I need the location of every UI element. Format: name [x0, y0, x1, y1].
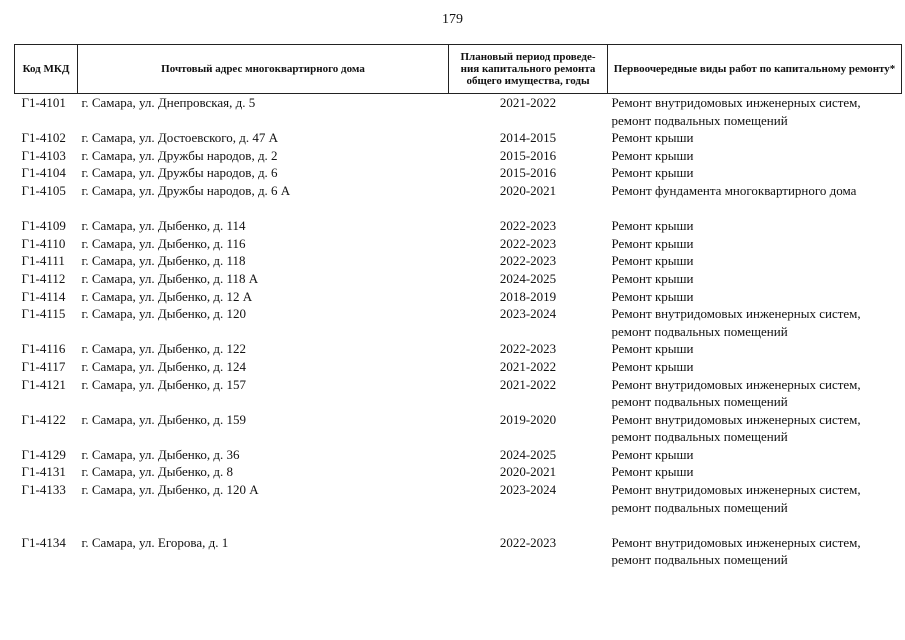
cell-code: Г1-4101 — [21, 95, 66, 110]
cell-period: 2022-2023 — [499, 235, 557, 251]
cell-work — [608, 376, 902, 411]
cell-work — [608, 411, 902, 446]
cell-code: Г1-4109 — [21, 218, 66, 234]
cell-address: г. Самара, ул. Дыбенко, д. 116 — [81, 235, 246, 251]
work-line-continued: ремонт подвальных помещений — [611, 499, 788, 515]
cell-work — [608, 270, 902, 288]
cell-work — [608, 182, 902, 200]
cell-address: г. Самара, ул. Достоевского, д. 47 А — [81, 130, 279, 146]
cell-code: Г1-4112 — [21, 270, 66, 286]
cell-period: 2018-2019 — [499, 288, 557, 304]
table-row — [15, 147, 902, 165]
cell-code: Г1-4129 — [21, 446, 66, 462]
header-row — [15, 45, 902, 94]
cell-code: Г1-4131 — [21, 464, 66, 480]
cell-work — [608, 305, 902, 340]
cell-code: Г1-4104 — [21, 165, 66, 181]
spacer-row — [15, 200, 902, 218]
cell-address: г. Самара, ул. Егорова, д. 1 — [81, 534, 229, 550]
cell-work — [608, 147, 902, 165]
table-row — [15, 235, 902, 253]
table-row — [15, 288, 902, 306]
work-line: Ремонт внутридомовых инженерных систем, — [611, 411, 861, 427]
work-line-continued: ремонт подвальных помещений — [611, 429, 788, 445]
work-line: Ремонт крыши — [611, 270, 694, 286]
work-line: Ремонт крыши — [611, 358, 694, 374]
cell-work — [608, 217, 902, 235]
cell-work — [608, 288, 902, 306]
spacer-cell — [15, 200, 902, 218]
cell-work — [608, 446, 902, 464]
cell-address: г. Самара, ул. Дыбенко, д. 114 — [81, 218, 246, 234]
work-line: Ремонт крыши — [611, 288, 694, 304]
work-line: Ремонт крыши — [611, 165, 694, 181]
cell-address: г. Самара, ул. Дыбенко, д. 118 — [81, 253, 246, 269]
cell-address: г. Самара, ул. Дыбенко, д. 159 — [81, 411, 246, 427]
cell-period: 2021-2022 — [499, 358, 557, 374]
cell-period: 2022-2023 — [499, 341, 557, 357]
work-line: Ремонт фундамента многоквартирного дома — [611, 182, 857, 198]
work-line-continued: ремонт подвальных помещений — [611, 112, 788, 128]
work-line: Ремонт крыши — [611, 235, 694, 251]
header-work: Первоочередные виды работ по капитальному ремонту* — [608, 45, 902, 94]
work-line: Ремонт внутридомовых инженерных систем, — [611, 95, 861, 110]
header-code: Код МКД — [15, 45, 78, 94]
table-row — [15, 217, 902, 235]
table-row — [15, 252, 902, 270]
table-row — [15, 129, 902, 147]
cell-work — [608, 164, 902, 182]
cell-period: 2021-2022 — [499, 376, 557, 392]
work-line: Ремонт крыши — [611, 464, 694, 480]
table-row — [15, 305, 902, 340]
cell-period: 2020-2021 — [499, 182, 557, 198]
cell-period: 2015-2016 — [499, 147, 557, 163]
table-row — [15, 182, 902, 200]
cell-period: 2022-2023 — [499, 253, 557, 269]
cell-period: 2014-2015 — [499, 130, 557, 146]
cell-period: 2015-2016 — [499, 165, 557, 181]
cell-code: Г1-4102 — [21, 130, 66, 146]
cell-period: 2020-2021 — [499, 464, 557, 480]
cell-period: 2024-2025 — [499, 446, 557, 462]
cell-work — [608, 534, 902, 569]
cell-address: г. Самара, ул. Днепровская, д. 5 — [81, 95, 256, 110]
cell-code: Г1-4117 — [21, 358, 66, 374]
work-line: Ремонт крыши — [611, 341, 694, 357]
cell-code: Г1-4115 — [21, 306, 66, 322]
cell-work — [608, 252, 902, 270]
table-row — [15, 463, 902, 481]
work-line-continued: ремонт подвальных помещений — [611, 323, 788, 339]
work-line: Ремонт внутридомовых инженерных систем, — [611, 534, 861, 550]
cell-period: 2023-2024 — [499, 482, 557, 498]
header-period: Плановый период проведе-ния капитального ремонта общего имущества, годы — [449, 45, 608, 94]
work-line: Ремонт крыши — [611, 218, 694, 234]
cell-address: г. Самара, ул. Дружбы народов, д. 6 А — [81, 182, 291, 198]
cell-address: г. Самара, ул. Дыбенко, д. 157 — [81, 376, 246, 392]
cell-code: Г1-4122 — [21, 411, 66, 427]
cell-code: Г1-4103 — [21, 147, 66, 163]
table-row — [15, 270, 902, 288]
capital-repair-table — [14, 44, 902, 569]
cell-code: Г1-4134 — [21, 534, 66, 550]
cell-address: г. Самара, ул. Дыбенко, д. 124 — [81, 358, 246, 374]
cell-work — [608, 358, 902, 376]
table-header — [15, 45, 902, 94]
cell-code: Г1-4105 — [21, 182, 66, 198]
cell-code: Г1-4116 — [21, 341, 66, 357]
cell-code: Г1-4121 — [21, 376, 66, 392]
cell-address: г. Самара, ул. Дыбенко, д. 120 — [81, 306, 246, 322]
work-line: Ремонт внутридомовых инженерных систем, — [611, 376, 861, 392]
table-row — [15, 411, 902, 446]
cell-address: г. Самара, ул. Дыбенко, д. 122 — [81, 341, 246, 357]
cell-code: Г1-4133 — [21, 482, 66, 498]
cell-period: 2021-2022 — [499, 95, 557, 110]
cell-work — [608, 94, 902, 130]
header-address: Почтовый адрес многоквартирного дома — [78, 45, 449, 94]
cell-address: г. Самара, ул. Дыбенко, д. 36 — [81, 446, 240, 462]
cell-address: г. Самара, ул. Дыбенко, д. 120 А — [81, 482, 259, 498]
spacer-row — [15, 516, 902, 534]
cell-period: 2022-2023 — [499, 218, 557, 234]
cell-period: 2023-2024 — [499, 306, 557, 322]
cell-work — [608, 235, 902, 253]
work-line-continued: ремонт подвальных помещений — [611, 552, 788, 568]
table-row — [15, 94, 902, 130]
work-line: Ремонт крыши — [611, 253, 694, 269]
cell-address: г. Самара, ул. Дыбенко, д. 12 А — [81, 288, 253, 304]
table-body — [15, 94, 902, 570]
table-row — [15, 376, 902, 411]
table-row — [15, 164, 902, 182]
cell-code: Г1-4114 — [21, 288, 66, 304]
work-line: Ремонт крыши — [611, 446, 694, 462]
work-line: Ремонт внутридомовых инженерных систем, — [611, 306, 861, 322]
cell-period: 2024-2025 — [499, 270, 557, 286]
table-row — [15, 358, 902, 376]
spacer-cell — [15, 516, 902, 534]
cell-code: Г1-4111 — [21, 253, 65, 269]
cell-work — [608, 481, 902, 516]
cell-work — [608, 463, 902, 481]
cell-address: г. Самара, ул. Дружбы народов, д. 6 — [81, 165, 278, 181]
cell-code: Г1-4110 — [21, 235, 66, 251]
table-row — [15, 481, 902, 516]
table-row — [15, 340, 902, 358]
table-row — [15, 534, 902, 569]
work-line-continued: ремонт подвальных помещений — [611, 394, 788, 410]
cell-address: г. Самара, ул. Дыбенко, д. 118 А — [81, 270, 259, 286]
cell-work — [608, 129, 902, 147]
table-row — [15, 446, 902, 464]
cell-address: г. Самара, ул. Дружбы народов, д. 2 — [81, 147, 278, 163]
work-line: Ремонт крыши — [611, 147, 694, 163]
cell-address: г. Самара, ул. Дыбенко, д. 8 — [81, 464, 233, 480]
cell-work — [608, 340, 902, 358]
page-number: 179 — [442, 12, 463, 27]
work-line: Ремонт крыши — [611, 130, 694, 146]
cell-period: 2019-2020 — [499, 411, 557, 427]
cell-period: 2022-2023 — [499, 534, 557, 550]
work-line: Ремонт внутридомовых инженерных систем, — [611, 482, 861, 498]
